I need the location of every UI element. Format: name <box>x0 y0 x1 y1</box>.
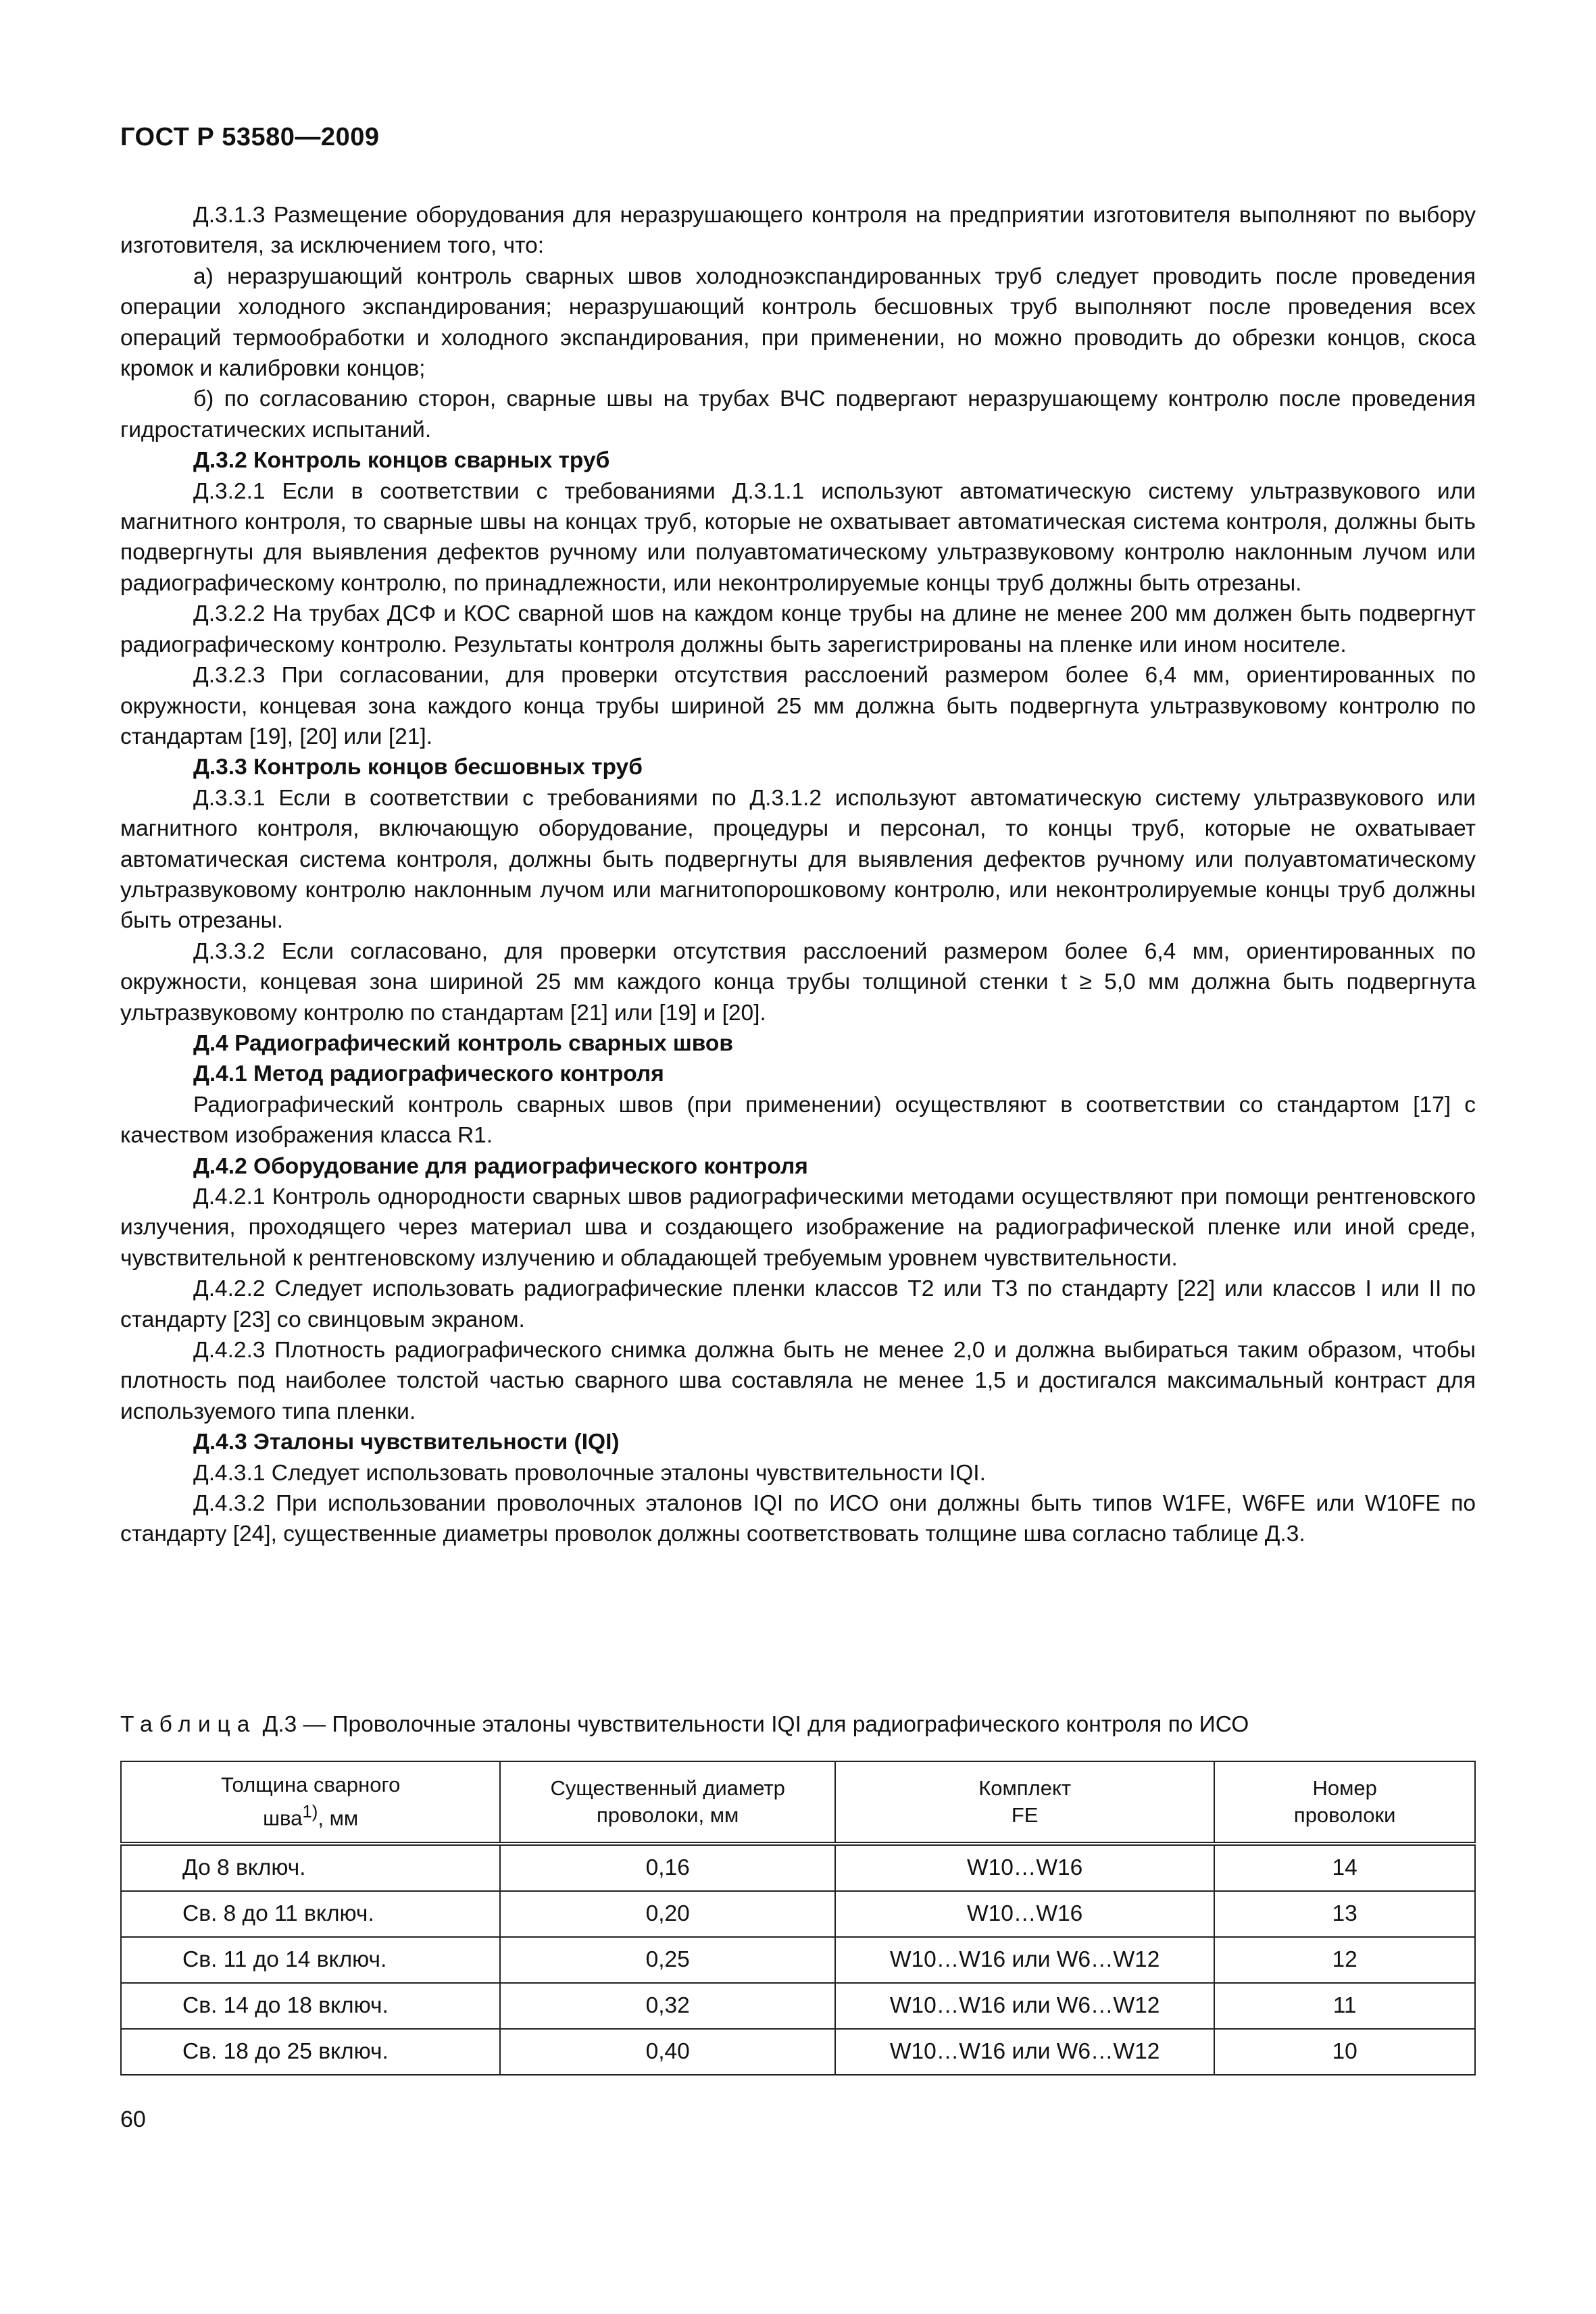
table-row <box>121 1937 1475 1983</box>
paragraph: Д.4.2.1 Контроль однородности сварных швов радиографическими методами осуществляют при помощи рентгеновского излучения, проходящего через материал шва и создающего изображение на радиографической пленке или иной среде, чувствительной к рентгеновскому излучению и обладающей требуемым уровнем чувствительности. <box>120 1184 1476 1271</box>
table-row <box>121 1844 1475 1891</box>
paragraph: Д.4.3.1 Следует использовать проволочные эталоны чувствительности IQI. <box>193 1460 986 1486</box>
paragraph: Д.3.2.2 На трубах ДСФ и КОС сварной шов на каждом конце трубы на длине не менее 200 мм должен быть подвергнут радиографическому контролю. Результаты контроля должны быть зарегистрированы на пленке или ином носителе. <box>120 601 1476 657</box>
section-heading: Д.3.3 Контроль концов бесшовных труб <box>193 755 643 780</box>
cell-diameter: 0,32 <box>500 1983 835 2029</box>
footnote-mark: 1) <box>302 1803 318 1822</box>
table-row <box>121 1983 1475 2029</box>
column-header-wire-number: Номер проволоки <box>1214 1761 1475 1844</box>
body-text <box>120 200 1476 1550</box>
cell-thickness: Св. 18 до 25 включ. <box>121 2029 500 2075</box>
table-caption-label: Таблица <box>120 1712 257 1737</box>
cell-diameter: 0,16 <box>500 1844 835 1891</box>
paragraph: Д.4.3.2 При использовании проволочных эталонов IQI по ИСО они должны быть типов W1FE, W6FE или W10FE по стандарту [24], существенные диаметры проволок должны соответствовать толщине шва согласно таблице Д.3. <box>120 1491 1476 1547</box>
cell-set: W10…W16 <box>835 1891 1214 1937</box>
paragraph: Д.3.2.3 При согласовании, для проверки отсутствия расслоений размером более 6,4 мм, ориентированных по окружности, концевая зона каждого конца трубы шириной 25 мм должна быть подвергнута ультразвуковому контролю по стандартам [19], [20] или [21]. <box>120 663 1476 749</box>
section-heading: Д.3.2 Контроль концов сварных труб <box>193 448 610 474</box>
cell-wire-number: 14 <box>1214 1844 1475 1891</box>
cell-diameter: 0,20 <box>500 1891 835 1937</box>
document-header: ГОСТ Р 53580—2009 <box>120 123 380 151</box>
table-row <box>121 2029 1475 2075</box>
paragraph: Д.3.3.1 Если в соответствии с требованиями по Д.3.1.2 используют автоматическую систему ультразвукового или магнитного контроля, включающую оборудование, процедуры и персонал, то концы труб, которые не охватывает автоматическая система контроля, должны быть подвергнуты для выявления дефектов ручному или полуавтоматическому ультразвуковому контролю наклонным лучом или магнитопорошковому контролю, или неконтролируемые концы труб должны быть отрезаны. <box>120 785 1476 934</box>
cell-set: W10…W16 или W6…W12 <box>835 1937 1214 1983</box>
cell-set: W10…W16 <box>835 1844 1214 1891</box>
column-header-set: Комплект FE <box>835 1761 1214 1844</box>
cell-diameter: 0,40 <box>500 2029 835 2075</box>
paragraph: Д.3.1.3 Размещение оборудования для неразрушающего контроля на предприятии изготовителя выполняют по выбору изготовителя, за исключением того, что: <box>120 203 1476 259</box>
paragraph: Д.3.2.1 Если в соответствии с требованиями Д.3.1.1 используют автоматическую систему ультразвукового или магнитного контроля, то сварные швы на концах труб, которые не охватывает автоматическая система контроля, должны быть подвергнуты для выявления дефектов ручному или полуавтоматическому ультразвуковому контролю наклонным лучом или радиографическому контролю, по принадлежности, или неконтролируемые концы труб должны быть отрезаны. <box>120 478 1476 596</box>
cell-thickness: Св. 8 до 11 включ. <box>121 1891 500 1937</box>
cell-thickness: До 8 включ. <box>121 1844 500 1891</box>
iqi-table <box>120 1761 1476 2076</box>
cell-thickness: Св. 14 до 18 включ. <box>121 1983 500 2029</box>
cell-diameter: 0,25 <box>500 1937 835 1983</box>
table-header-row <box>121 1761 1475 1844</box>
cell-wire-number: 11 <box>1214 1983 1475 2029</box>
section-heading: Д.4.2 Оборудование для радиографического контроля <box>193 1153 808 1179</box>
column-header-thickness: Толщина сварного шва$^{1)}$, мм <box>121 1761 500 1844</box>
cell-set: W10…W16 или W6…W12 <box>835 1983 1214 2029</box>
cell-thickness: Св. 11 до 14 включ. <box>121 1937 500 1983</box>
paragraph: Д.4.2.3 Плотность радиографического снимка должна быть не менее 2,0 и должна выбираться таким образом, чтобы плотность под наиболее толстой частью сварного шва составляла не менее 1,5 и достигался максимальный контраст для используемого типа пленки. <box>120 1338 1476 1424</box>
section-heading: Д.4.3 Эталоны чувствительности (IQI) <box>193 1430 620 1455</box>
cell-wire-number: 10 <box>1214 2029 1475 2075</box>
paragraph: а) неразрушающий контроль сварных швов холодноэкспандированных труб следует проводить после проведения операции холодного экспандирования; неразрушающий контроль бесшовных труб выполняют после проведения всех операций термообработки и холодного экспандирования, при применении, но можно проводить до обрезки концов, скоса кромок и калибровки концов; <box>120 263 1476 382</box>
section-heading: Д.4 Радиографический контроль сварных швов <box>193 1030 733 1056</box>
paragraph: б) по согласованию сторон, сварные швы на трубах ВЧС подвергают неразрушающему контролю после проведения гидростатических испытаний. <box>120 386 1476 443</box>
table-row <box>121 1891 1475 1937</box>
table-caption <box>120 1709 1476 1740</box>
paragraph: Д.4.2.2 Следует использовать радиографические пленки классов Т2 или Т3 по стандарту [22] или классов I или II по стандарту [23] со свинцовым экраном. <box>120 1276 1476 1332</box>
section-heading: Д.4.1 Метод радиографического контроля <box>193 1061 664 1087</box>
paragraph: Радиографический контроль сварных швов (при применении) осуществляют в соответствии со стандартом [17] с качеством изображения класса R1. <box>120 1092 1476 1149</box>
table-caption-text: Д.3 — Проволочные эталоны чувствительности IQI для радиографического контроля по ИСО <box>256 1712 1249 1737</box>
page-number: 60 <box>120 2107 146 2132</box>
cell-set: W10…W16 или W6…W12 <box>835 2029 1214 2075</box>
column-header-diameter: Существенный диаметр проволоки, мм <box>500 1761 835 1844</box>
cell-wire-number: 13 <box>1214 1891 1475 1937</box>
cell-wire-number: 12 <box>1214 1937 1475 1983</box>
paragraph: Д.3.3.2 Если согласовано, для проверки отсутствия расслоений размером более 6,4 мм, ориентированных по окружности, концевая зона шириной 25 мм каждого конца трубы толщиной стенки t ≥ 5,0 мм должна быть подвергнута ультразвуковому контролю по стандартам [21] или [19] и [20]. <box>120 938 1476 1026</box>
